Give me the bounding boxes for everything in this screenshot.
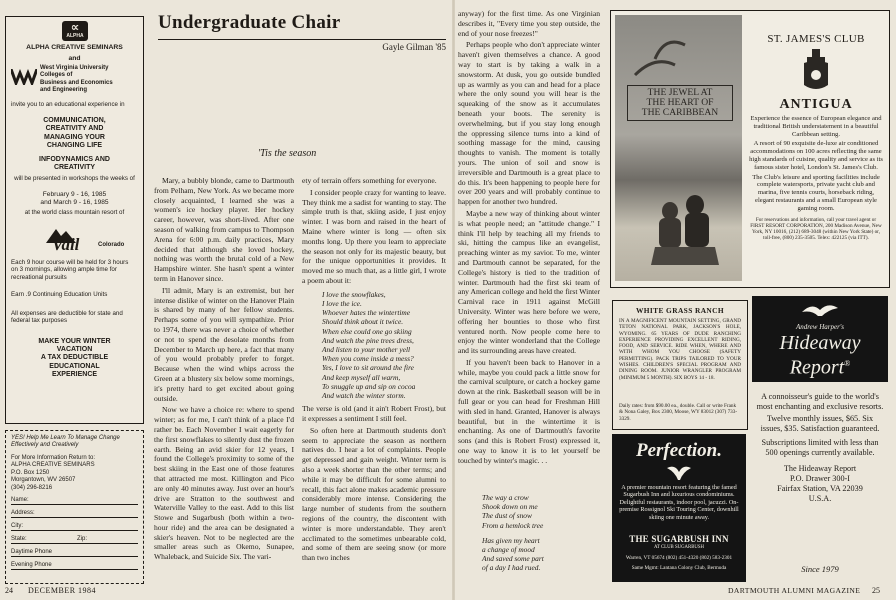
alpha-logo — [62, 21, 88, 41]
vail-logo — [46, 227, 136, 255]
poem-line: When you come inside a mess? — [322, 354, 414, 364]
hideaway-since: Since 1979 — [801, 564, 839, 574]
colorado-text: Colorado — [98, 242, 125, 248]
wvu-line: and Engineering — [40, 87, 88, 94]
topic-infodynamics — [6, 156, 143, 173]
poem-line: And watch the winter storm. — [322, 391, 406, 400]
hideaway-address-line: The Hideaway Report — [783, 464, 857, 473]
seminar-coupon — [5, 430, 144, 584]
article-column-2 — [302, 176, 446, 582]
coupon-contact — [11, 455, 138, 492]
caption-line: THE HEART OF — [646, 97, 714, 108]
palm-icon — [615, 15, 742, 281]
seminar-para-3: All expenses are deductible for state and federal tax purposes — [11, 310, 123, 325]
topic-communication — [6, 117, 143, 151]
coupon-day-phone-row[interactable] — [11, 549, 138, 557]
contact-line: For More Information Return to: — [11, 455, 96, 461]
topic-line: CREATIVITY AND — [45, 125, 104, 133]
poem-line: Yes, I love to sit around the fire — [322, 363, 414, 373]
poem-line: The dust of snow — [482, 511, 532, 521]
hideaway-address-line: Fairfax Station, VA 22039 — [777, 484, 863, 493]
sugarbush-name: THE SUGARBUSH INN — [629, 534, 729, 544]
hideaway-banner — [752, 296, 888, 382]
seminar-invite: invite you to an educational experience in — [11, 101, 125, 108]
sugarbush-body: A premier mountain resort featuring the famed Sugarbush Inn and luxurious condominiums. Delightful restaurants, indoor pool, jacuzzi. On-premise Rossignol Ski Touring Center, downhill skiing one minute away. — [619, 484, 739, 521]
coupon-name-row[interactable] — [11, 497, 138, 505]
caption-line: THE JEWEL AT — [647, 87, 713, 98]
contact-line: (304) 296-8216 — [11, 484, 53, 491]
stjames-ad — [610, 10, 890, 288]
hideaway-title-2-text: Report — [789, 356, 845, 379]
hideaway-ad — [752, 296, 888, 582]
sugarbush-mgmt: Same Mgmt: Lantana Colony Club, Bermuda — [631, 565, 727, 571]
paragraph: ety of terrain offers something for everyone. — [302, 176, 437, 185]
topic-line: INFODYNAMICS AND — [39, 156, 110, 163]
coupon-zip-label: Zip: — [77, 536, 88, 542]
seminar-para-1: Each 9 hour course will be held for 3 hours on 3 mornings, allowing ample time for recreational pursuits — [11, 259, 129, 281]
photo-caption — [627, 85, 733, 121]
hideaway-address-line: U.S.A. — [808, 494, 832, 503]
wvu-logo-icon — [11, 69, 37, 85]
poem-line: To snuggle up and sip on cocoa — [322, 381, 416, 391]
article-column-3 — [458, 9, 600, 481]
paragraph: So often here at Dartmouth students don't seem to appreciate the season as northern natives do. I hear a lot of complaints. People get depressed and gain weight. Winter term is also a week shorter than the other terms; and while it may be difficult for some alumni to recall, this fact alone makes academic pressure considerably more intense. Considering the large number of students from the southern regions of the country, the discontent with winter is more understandable. They aren't acclimated to the sometimes unbearable cold, and some of them are seeing snow (or more than two inches — [302, 425, 446, 563]
promo-line: EXPERIENCE — [51, 370, 98, 378]
paragraph: I consider people crazy for wanting to leave. They think me a sadist for wanting to stay. The simple truth is that, skiing aside, I just enjoy winter. I was born and raised in the heart of Maine where winter is long — often six months long. Up there you learn to appreciate the season not only for its majestic beauty, but for the unique opportunities it provides. It moved me so much that, as a little girl, I wrote a poem about it: — [302, 187, 446, 285]
hideaway-subhead: Andrew Harper's — [795, 323, 845, 331]
hideaway-title-1: Hideaway — [779, 332, 861, 354]
poem-line: Shook down on me — [482, 502, 538, 512]
poem-line: And keep myself all warm, — [322, 372, 401, 382]
sugarbush-contact: Warren, VT 05674 (802) 451-4320 (802) 583-2301 — [625, 555, 733, 561]
page-number-left: 24 — [5, 586, 13, 595]
coupon-eve-phone-row[interactable] — [11, 562, 138, 570]
paragraph: I'll admit, Mary is an extremist, but her intense dislike of winter on the Hanover Plain is shared by many of her fellow students. Perhaps some of you will sympathize. Prior to 1974, there was never a choice of whether or not to spend the desolate months from December to March up here, a fact that many of you would probably prefer to forget. Because when the wind whips across the Green at a blustery six below some mornings, it's pretty hard to get excited about going outside. — [154, 285, 294, 403]
poem-childhood — [322, 290, 446, 400]
perfume-bottle-icon — [801, 49, 831, 93]
magazine-name: DARTMOUTH ALUMNI MAGAZINE — [728, 586, 861, 595]
article-title: Undergraduate Chair — [158, 12, 341, 33]
ranch-ad — [612, 300, 748, 430]
paragraph: Perhaps people who don't appreciate winter haven't given themselves a chance. A good way to start is by taking a walk in a snowstorm. At dusk, you go outside bundled up as warmly as you can and head for a place where the only sound you will hear is the squeaking of the snow as it accumulates beneath your boots. The serenity is overwhelming, but if you stay long enough the oppressing silence turns into a kind of soothing massage for the mind, causing thoughts to vanish. The moment is totally yours. The union of soil and snow is irreversible and Dartmouth is a great place to do this. It's been happening to people here for over 200 years and will probably continue to happen for another two hundred. — [458, 40, 600, 207]
poem-line: a change of mood — [482, 545, 535, 555]
seminar-and: and — [68, 55, 81, 62]
alpha-symbol-icon: ∝ — [70, 20, 80, 34]
page-gutter — [452, 0, 455, 600]
seminar-resort: at the world class mountain resort of — [24, 209, 125, 216]
bird-icon — [802, 302, 838, 320]
hideaway-para: Subscriptions limited with less than 500 openings currently available. — [761, 438, 879, 457]
poem-line: I love the snowflakes, — [322, 289, 386, 299]
topic-line: CHANGING LIFE — [46, 142, 103, 150]
article-subtitle: 'Tis the season — [258, 148, 317, 159]
coupon-state-label: State: — [11, 536, 27, 542]
stjames-para: The Club's leisure and sporting facilities include complete watersports, private yacht club and marina, five tennis courts, horseback riding, elegant restaurants and a small European style gaming room. — [752, 173, 880, 212]
coupon-city-label: City: — [11, 523, 23, 529]
poem-line: The way a crow — [482, 493, 529, 502]
title-rule — [158, 39, 446, 40]
sugarbush-club: AT CLUB SUGARBUSH — [653, 545, 705, 550]
hideaway-title-2 — [752, 353, 888, 379]
caption-line: THE CARIBBEAN — [641, 107, 719, 118]
stjames-place: ANTIGUA — [779, 97, 853, 112]
coupon-eve-phone-label: Evening Phone — [11, 562, 52, 568]
wvu-lines — [40, 65, 140, 95]
sugarbush-headline: Perfection. — [635, 440, 722, 461]
poem-line: Has given my heart — [482, 535, 540, 545]
ranch-title: WHITE GRASS RANCH — [635, 306, 725, 315]
coupon-city-row[interactable] — [11, 523, 138, 531]
date-line: and March 9 - 16, 1985 — [40, 199, 109, 206]
seminar-promo — [6, 338, 143, 379]
coupon-address-label: Address: — [11, 510, 35, 516]
paragraph: Maybe a new way of thinking about winter is what people need; an "attitude change." I think I'll help by teaching all my friends to ski, hitting the campus like an evangelist, preaching winter as my savior. To me, winter and Dartmouth cannot be separated, for the College's history is tied to the tradition of winter. Dartmouth had the first ski team of any American college and held the first Winter Carnival race in 1911 against McGill University. Winter was here before we were, offering her bounties to those who first ventured north. Now people come here to enjoy the winter wonderland that the College and its surrounding areas have created. — [458, 208, 600, 356]
wvu-line: Business and Economics — [40, 79, 113, 86]
article-column-1 — [154, 176, 294, 582]
poem-line: And saved some part — [482, 554, 544, 564]
stjames-club-name: ST. JAMES'S CLUB — [767, 33, 865, 45]
coupon-address-row[interactable] — [11, 510, 138, 518]
contact-line: Morgantown, WV 26507 — [11, 477, 76, 484]
beach-photo — [615, 15, 742, 281]
stjames-para: A resort of 90 exquisite de-luxe air conditioned accommodations on 100 acres reflecting the same high standards of cuisine, quality and service as its famous sister hotel, London's St. James's Club. — [749, 140, 883, 171]
date-line: February 9 - 16, 1985 — [42, 191, 107, 198]
article-byline: Gayle Gilman '85 — [382, 42, 446, 52]
seminar-presented: will be presented in workshops the weeks of — [14, 175, 135, 182]
seminar-dates — [6, 191, 143, 207]
poem-line: Should think about it twice. — [322, 317, 404, 327]
stjames-para: Experience the essence of European elegance and traditional British understatement in a beautiful Caribbean setting. — [750, 115, 882, 138]
topic-line: CREATIVITY — [53, 164, 96, 172]
poem-line: From a hemlock tree — [482, 520, 544, 530]
hideaway-para: Twelve monthly issues, $65. Six issues, $35. Satisfaction guaranteed. — [760, 414, 880, 433]
poem-line: Whoever hates the wintertime — [322, 308, 411, 318]
poem-line: of a day I had rued. — [482, 563, 541, 573]
hideaway-address-line: P.O. Drawer 300-I — [789, 474, 851, 483]
wvu-line: Colleges of — [40, 72, 73, 79]
seminar-ad — [5, 16, 144, 424]
stjames-reservations: For reservations and information, call your travel agent or FIRST RESORT CORPORATION, 200 Madison Avenue, New York, NY 10016, (212) 689-3048 (within New York State) or, toll-free, (800) 235-3505. Telex: 422125 (via ITT). — [750, 216, 882, 242]
promo-line: EDUCATIONAL — [49, 362, 100, 370]
promo-line: MAKE YOUR WINTER — [38, 338, 111, 345]
coupon-state-row[interactable] — [11, 536, 138, 544]
contact-line: P.O. Box 1250 — [11, 469, 50, 476]
contact-line: ALPHA CREATIVE SEMINARS — [11, 462, 95, 469]
promo-line: A TAX DEDUCTIBLE — [40, 354, 109, 362]
hideaway-text — [756, 392, 884, 504]
paragraph: The verse is old (and it ain't Robert Frost), but it expresses a sentiment I still feel. — [302, 404, 446, 423]
ranch-body: IN A MAGNIFICENT MOUNTAIN SETTING, GRAND TETON NATIONAL PARK, JACKSON'S HOLE, WYOMING. 65 YEARS OF DUDE RANCHING EXPERIENCE PROVIDING EXCELLENT RIDING, FOOD, AND SERVICE. RIDE WHEN, WHERE AND WITH WHOM YOU CHOOSE (SAFETY PERMITTING). PACK TRIPS TAILORED TO YOUR WISHES. CHILDREN'S SPECIAL PROGRAM AND DINING ROOM. JUNIOR WRANGLER PROGRAM (MINIMUM 5 MONTH). SIX BOYS 14 - 18. — [619, 318, 741, 381]
promo-line: VACATION — [56, 346, 93, 354]
paragraph: If you haven't been back to Hanover in a while, maybe you could pack a little snow for the carnival sculpture, or catch a hockey game down at the rink. Basketball season will be in full gear or you can head for Freshman Hill with sled in hand. Granted, Hanover is always beautiful, but in the wintertime it is enchanting. As one of Dartmouth's favorite sons (and this is Robert Frost) expressed it, one way to know it is to let yourself be touched by winter's magic. . . — [458, 357, 600, 465]
poem-line: And listen to your mother yell — [322, 344, 411, 354]
eagle-icon — [667, 464, 691, 482]
poem-frost — [482, 493, 597, 573]
wvu-line: West Virginia University — [40, 65, 109, 71]
seminar-para-2: Earn .9 Continuing Education Units — [11, 291, 108, 298]
poem-line: When else could one go skiing — [322, 326, 412, 336]
paragraph: Mary, a bubbly blonde, came to Dartmouth from Pelham, New York. As we became more closely acquainted, I learned she was a women's ice hockey player. Her hockey career, however, was short-lived. After one season of walking from campus to Thompson Arena for 6:00 p.m. daily practices, Mary decided that although she loved hockey, nothing was worth the brutal cold of a New Hampshire winter. She hasn't spent a winter term in Hanover since. — [154, 176, 294, 283]
topic-line: MANAGING YOUR — [44, 133, 105, 141]
coupon-day-phone-label: Daytime Phone — [11, 549, 53, 555]
paragraph: Now we have a choice re: where to spend winter; as for me, I can't think of a place I'd rather be. Each November I wait eagerly for the first snowflakes to silently dust the frozen earth. Being an avid skier for 12 years, I found the College's proximity to some of the best skiing in the East one of those features that attracted me most. Killington and Pico are only 40 minutes away. Just over an hour's drive are Stratton to the southwest and Waterville Valley to the east. Add to this list Stowe and Sugarbush (both within a two-hour ride) and the area can be designated a skier's heaven. Not to be neglected are the smaller areas such as Okemo, Sunapee, Whaleback, and Suicide Six. The vari- — [154, 405, 294, 562]
coupon-name-label: Name: — [11, 497, 29, 503]
paragraph: anyway) for the first time. As one Virginian describes it, "Every time you step outside, the end of your nose freezes!" — [458, 9, 600, 38]
coupon-headline: YES! Help Me Learn To Manage Change Effectively and Creatively — [11, 435, 120, 449]
poem-line: And watch the pine trees dress, — [322, 335, 414, 345]
sugarbush-ad — [612, 434, 746, 582]
hideaway-trademark: ® — [844, 359, 851, 368]
poem-line: I love the ice. — [322, 298, 362, 308]
seminar-title: ALPHA CREATIVE SEMINARS — [26, 44, 123, 51]
hideaway-para: A connoisseur's guide to the world's most enchanting and exclusive resorts. — [756, 392, 884, 411]
ranch-rates: Daily rates: from $90.00 ea., double. Call or write Frank & Nona Galey, Box 2300, Moose, WY 83012 (307) 733-3329. — [619, 403, 738, 422]
alpha-logo-text: ALPHA — [66, 33, 84, 39]
stjames-text — [749, 115, 883, 241]
topic-line: COMMUNICATION, — [43, 117, 106, 124]
page-number-right: 25 — [872, 586, 880, 595]
issue-date: DECEMBER 1984 — [28, 586, 97, 595]
vail-logo-text: Vail — [52, 235, 80, 254]
